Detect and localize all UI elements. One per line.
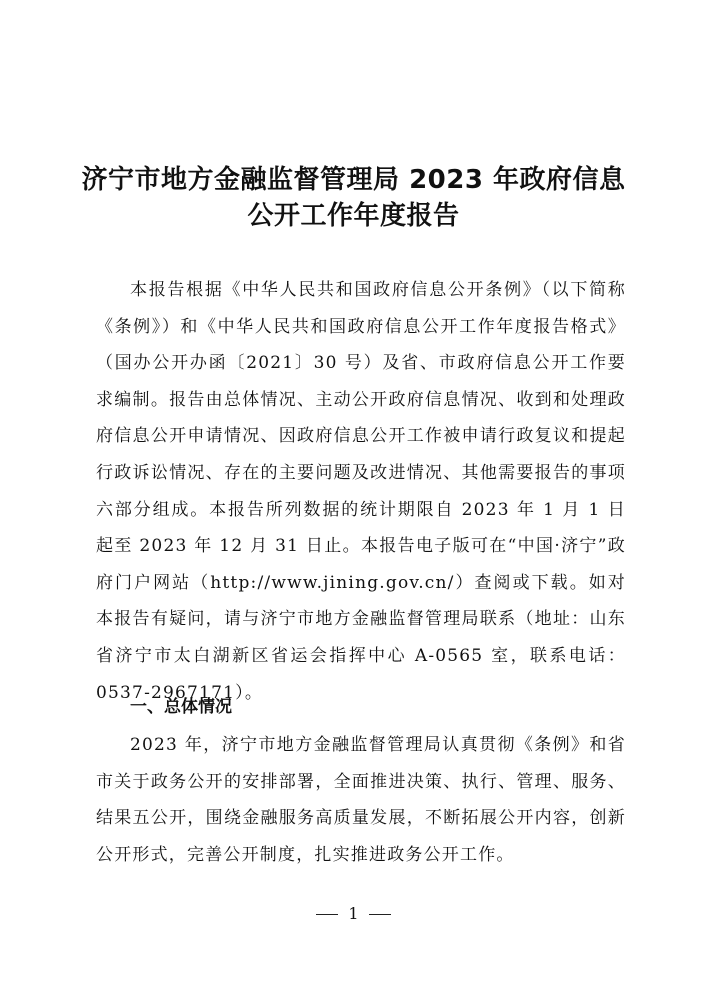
section-heading-overview: 一、总体情况: [130, 697, 232, 717]
page-footer: [0, 902, 707, 926]
overview-paragraph: 2023 年，济宁市地方金融监督管理局认真贯彻《条例》和省市关于政务公开的安排部署，全面推进决策、执行、管理、服务、结果五公开，围绕金融服务高质量发展，不断拓展公开内容，创新公开形式，完善公开制度，扎实推进政务公开工作。: [96, 735, 626, 865]
footer-dash-right: [369, 914, 391, 915]
document-title-line-1: 济宁市地方金融监督管理局 2023 年政府信息: [81, 165, 626, 195]
document-title-line-2: 公开工作年度报告: [247, 201, 460, 231]
page-number: 1: [348, 904, 359, 923]
footer-dash-left: [316, 914, 338, 915]
intro-paragraph: 本报告根据《中华人民共和国政府信息公开条例》（以下简称《条例》）和《中华人民共和国政府信息公开工作年度报告格式》（国办公开办函〔2021〕30 号）及省、市政府信息公开工作要求编制。报告由总体情况、主动公开政府信息情况、收到和处理政府信息公开申请情况、因政府信息公开工作被申请行政复议和提起行政诉讼情况、存在的主要问题及改进情况、其他需要报告的事项六部分组成。本报告所列数据的统计期限自 2023 年 1 月 1 日起至 2023 年 12 月 31 日止。本报告电子版可在“中国·济宁”政府门户网站（http://www.jining.gov.cn/）查阅或下载。如对本报告有疑问，请与济宁市地方金融监督管理局联系（地址：山东省济宁市太白湖新区省运会指挥中心 A-0565 室，联系电话：0537-2967171）。: [96, 280, 626, 703]
